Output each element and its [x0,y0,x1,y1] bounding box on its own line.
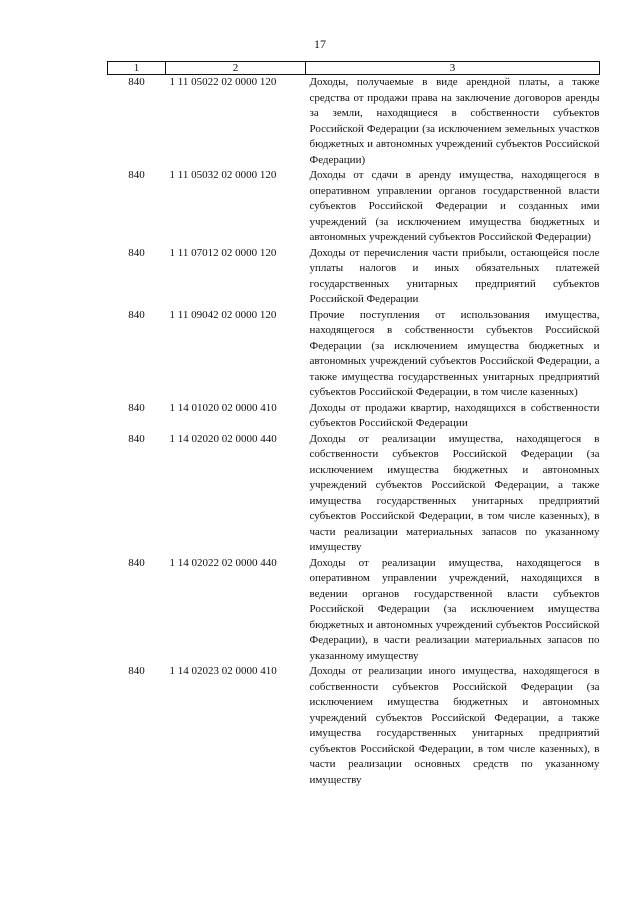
description-cell: Доходы от реализации имущества, находящегося в собственности субъектов Российской Федерации (за исключением имущества бюджетных и автономных учреждений субъектов Российской Федерации, а также имущества государственных унитарных предприятий субъектов Российской Федерации, в том числе казенных), в части реализации материальных запасов по указанному имуществу [309,432,600,553]
admin-code-cell: 840 [128,432,145,445]
table-row [108,308,600,401]
description-cell: Доходы, получаемые в виде арендной платы, а также средства от продажи права на заключение договоров аренды за земли, находящиеся в собственности субъектов Российской Федерации (за исключением земельных участков бюджетных и автономных учреждений субъектов Российской Федерации) [309,76,600,166]
column-header-3: 3 [306,62,600,75]
revenue-code-cell: 1 14 01020 02 0000 410 [169,401,277,414]
admin-code-cell: 840 [128,556,145,569]
header-row [108,62,600,75]
revenue-code-cell: 1 14 02023 02 0000 410 [169,665,277,677]
admin-code-cell: 840 [128,665,145,677]
description-cell: Доходы от реализации имущества, находящегося в оперативном управлении учреждений, находящихся в ведении органов государственной власти субъектов Российской Федерации (за исключением имущества бюджетных и автономных учреждений субъектов Российской Федерации), в части реализации материальных запасов по указанному имуществу [309,556,600,662]
column-header-1: 1 [108,62,166,75]
table-body [108,75,600,789]
admin-code-cell: 840 [128,169,145,181]
revenue-codes-table [107,61,600,788]
revenue-code-cell: 1 14 02022 02 0000 440 [169,556,277,569]
admin-code-cell: 840 [128,76,145,88]
description-cell: Доходы от продажи квартир, находящихся в собственности субъектов Российской Федерации [309,401,600,429]
admin-code-cell: 840 [128,401,145,414]
table-row [108,401,600,432]
table-row [108,664,600,788]
table-row [108,246,600,308]
admin-code-cell: 840 [128,246,145,259]
description-cell: Доходы от сдачи в аренду имущества, находящегося в оперативном управлении органов государственной власти субъектов Российской Федерации и созданных ими учреждений (за исключением имущества бюджетных и автономных учреждений субъектов Российской Федерации) [309,169,600,243]
table-header [108,62,600,75]
table-row [108,432,600,556]
description-cell: Доходы от перечисления части прибыли, остающейся после уплаты налогов и иных обязательных платежей государственных унитарных предприятий субъектов Российской Федерации [309,246,600,305]
description-cell: Прочие поступления от использования имущества, находящегося в собственности субъектов Российской Федерации (за исключением имущества бюджетных и автономных учреждений субъектов Российской Федерации, а также имущества государственных унитарных предприятий субъектов Российской Федерации, в том числе казенных) [309,308,600,398]
table-row [108,168,600,246]
revenue-code-cell: 1 11 09042 02 0000 120 [169,308,277,321]
admin-code-cell: 840 [128,308,145,321]
revenue-code-cell: 1 11 07012 02 0000 120 [169,246,277,259]
page-number: 17 [314,37,326,51]
description-cell: Доходы от реализации иного имущества, находящегося в собственности субъектов Российской Федерации (за исключением имущества бюджетных и автономных учреждений субъектов Российской Федерации, а также имущества государственных унитарных предприятий субъектов Российской Федерации, в том числе казенных), в части реализации основных средств по указанному имуществу [309,665,600,786]
revenue-code-cell: 1 11 05032 02 0000 120 [169,169,277,181]
column-header-2: 2 [166,62,306,75]
table-row [108,75,600,169]
revenue-code-cell: 1 11 05022 02 0000 120 [169,76,277,88]
revenue-code-cell: 1 14 02020 02 0000 440 [169,432,277,445]
table-row [108,556,600,665]
